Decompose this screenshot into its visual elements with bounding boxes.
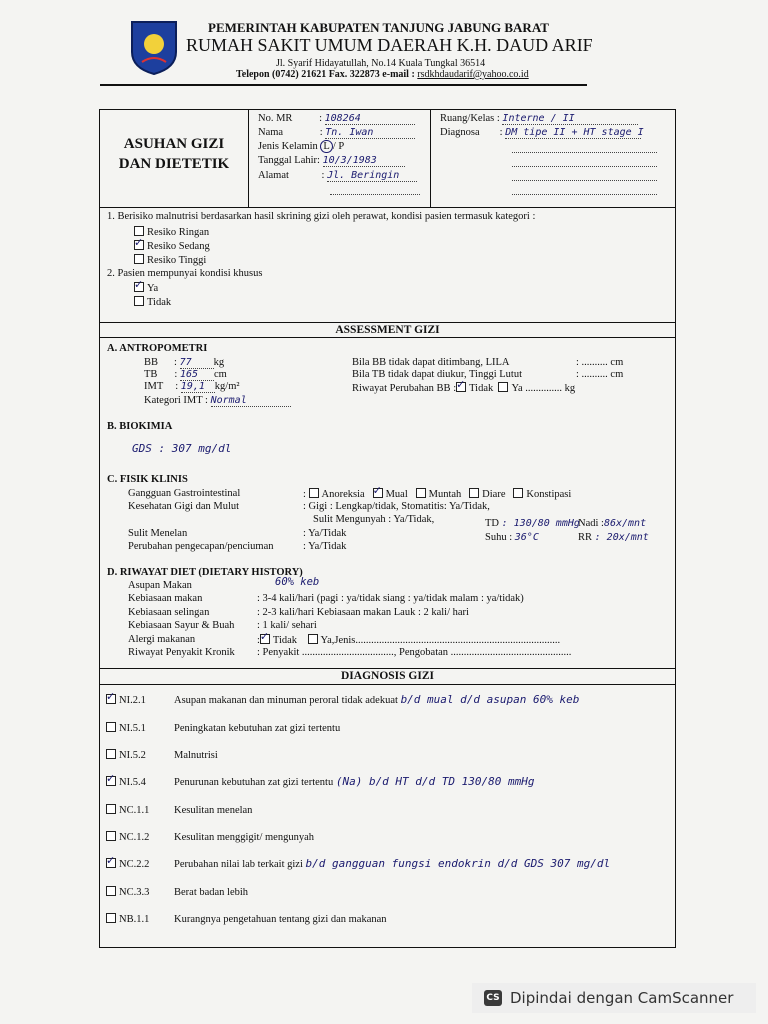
- camscanner-logo-icon: CS: [484, 990, 502, 1006]
- hospital-name: RUMAH SAKIT UMUM DAERAH K.H. DAUD ARIF: [186, 35, 593, 55]
- opt-ya[interactable]: [134, 282, 158, 294]
- form-title-line2: DAN DIETETIK: [118, 156, 230, 172]
- diagnosa-row: Diagnosa : DM tipe II + HT stage I: [440, 127, 644, 138]
- tb-row: TB : 165 cm: [144, 369, 227, 380]
- nadi-label: Nadi :: [578, 518, 604, 529]
- tl-label: Bila TB tidak dapat diukur, Tinggi Lutut: [352, 369, 523, 380]
- checkbox[interactable]: [469, 488, 479, 498]
- checkbox[interactable]: [134, 254, 144, 264]
- rr-label: RR: [578, 532, 593, 543]
- diagnosa-value[interactable]: DM tipe II + HT stage I: [505, 127, 644, 138]
- nama-value[interactable]: Tn. Iwan: [325, 127, 415, 139]
- checkbox[interactable]: [308, 634, 318, 644]
- assessment-title: ASSESSMENT GIZI: [335, 324, 440, 336]
- gigi-label: Kesehatan Gigi dan Mulut: [128, 501, 240, 512]
- opt-label: Resiko Ringan: [147, 227, 210, 238]
- bb-row: BB : 77 kg: [144, 357, 225, 368]
- diag-text: Kurangnya pengetahuan tentang gizi dan makanan: [174, 914, 387, 925]
- suhu-row: [485, 532, 539, 543]
- jk-p-option[interactable]: / P: [332, 141, 345, 152]
- alamat-label: Alamat: [258, 170, 289, 181]
- lila-row: [352, 357, 509, 368]
- jk-row: [258, 141, 344, 152]
- jk-label: Jenis Kelamin: [258, 141, 318, 152]
- opt-diare: Diare: [482, 489, 506, 500]
- checkbox[interactable]: [134, 226, 144, 236]
- bb-label: BB: [144, 357, 159, 368]
- checkbox[interactable]: [134, 240, 144, 250]
- opt-label: Ya: [147, 283, 159, 294]
- tl-unit[interactable]: : .......... cm: [576, 369, 624, 380]
- screening-q1: 1. Berisiko malnutrisi berdasarkan hasil skrining gizi oleh perawat, kondisi pasien termasuk kategori :: [107, 211, 536, 222]
- selingan-label: Kebiasaan selingan: [128, 607, 210, 618]
- imt-value[interactable]: 19,1: [181, 381, 215, 393]
- alergi-tidak: Tidak: [272, 635, 298, 646]
- opt-resiko-tinggi[interactable]: [134, 254, 206, 266]
- diag-code: NC.2.2: [119, 859, 150, 870]
- section-a-title: A. ANTROPOMETRI: [107, 343, 208, 354]
- checkbox[interactable]: [134, 282, 144, 292]
- diag-code: NC.1.2: [119, 832, 150, 843]
- diagnosis-item[interactable]: [106, 803, 252, 816]
- nama-row: Nama : Tn. Iwan: [258, 127, 415, 139]
- bb-value[interactable]: 77: [180, 357, 214, 369]
- diagnosis-item[interactable]: [106, 721, 340, 734]
- opt-mual: Mual: [385, 489, 408, 500]
- diagnosis-item[interactable]: [106, 857, 610, 870]
- kat-label: Kategori IMT :: [144, 395, 208, 406]
- alamat-value[interactable]: Jl. Beringin: [327, 170, 417, 182]
- sayur-value[interactable]: : 1 kali/ sehari: [257, 620, 317, 631]
- checkbox[interactable]: [106, 749, 116, 759]
- checkbox[interactable]: [106, 722, 116, 732]
- riwayat-bb-row: [352, 382, 575, 394]
- diagnosis-item[interactable]: [106, 830, 314, 843]
- diag-code: NI.5.2: [119, 750, 146, 761]
- td-label: TD: [485, 518, 499, 529]
- diag-code: NI.2.1: [119, 695, 146, 706]
- bb-unit: kg: [213, 357, 225, 368]
- checkbox[interactable]: [106, 804, 116, 814]
- hospital-contact: [236, 69, 529, 80]
- checkbox[interactable]: [260, 634, 270, 644]
- alamat-row: Alamat : Jl. Beringin: [258, 170, 417, 182]
- checkbox[interactable]: [106, 776, 116, 786]
- pengecapan-value[interactable]: : Ya/Tidak: [303, 541, 347, 552]
- kronik-label: Riwayat Penyakit Kronik: [128, 647, 235, 658]
- menelan-value[interactable]: : Ya/Tidak: [303, 528, 347, 539]
- mr-row: No. MR : 108264: [258, 113, 415, 125]
- suhu-label: Suhu :: [485, 532, 513, 543]
- diag-text: Asupan makanan dan minuman peroral tidak adekuat: [174, 695, 398, 706]
- gigi-text[interactable]: : Gigi : Lengkap/tidak, Stomatitis: Ya/Tidak,: [303, 501, 490, 512]
- diagnosis-title: DIAGNOSIS GIZI: [341, 670, 434, 682]
- kat-value[interactable]: Normal: [211, 395, 291, 407]
- diag-text: Perubahan nilai lab terkait gizi: [174, 859, 303, 870]
- opt-anoreksia: Anoreksia: [321, 489, 365, 500]
- kronik-value[interactable]: : Penyakit ..................................., Pengobatan ..............................................: [257, 647, 572, 658]
- ruang-row: Ruang/Kelas : Interne / II: [440, 113, 638, 125]
- mr-value[interactable]: 108264: [325, 113, 415, 125]
- checkbox[interactable]: [513, 488, 523, 498]
- opt-label: Resiko Tinggi: [147, 255, 207, 266]
- diagnosis-item[interactable]: [106, 885, 248, 898]
- kebiasaan-value[interactable]: : 3-4 kali/hari (pagi : ya/tidak siang : ya/tidak malam : ya/tidak): [257, 593, 524, 604]
- riwayat-tidak: Tidak: [469, 383, 494, 394]
- diag-note[interactable]: b/d mual d/d asupan 60% keb: [400, 693, 580, 706]
- ruang-label: Ruang/Kelas: [440, 113, 495, 124]
- diag-code: NC.3.3: [119, 887, 150, 898]
- diagnosis-item[interactable]: [106, 912, 387, 925]
- lila-unit[interactable]: : .......... cm: [576, 357, 624, 368]
- diag-text: Kesulitan menggigit/ mengunyah: [174, 832, 314, 843]
- menelan-label: Sulit Menelan: [128, 528, 188, 539]
- opt-resiko-ringan[interactable]: [134, 226, 209, 238]
- riwayat-ya: Ya .............. kg: [511, 383, 576, 394]
- diag-text: Peningkatan kebutuhan zat gizi tertentu: [174, 723, 341, 734]
- checkbox[interactable]: [106, 858, 116, 868]
- checkbox[interactable]: [106, 913, 116, 923]
- diagnosa-label: Diagnosa: [440, 127, 480, 138]
- tgl-label: Tanggal Lahir: [258, 155, 318, 166]
- diag-code: NC.1.1: [119, 805, 150, 816]
- email-link[interactable]: rsdkhdaudarif@yahoo.co.id: [417, 69, 529, 80]
- selingan-value[interactable]: : 2-3 kali/hari Kebiasaan makan Lauk : 2 kali/ hari: [257, 607, 469, 618]
- section-c-title: C. FISIK KLINIS: [107, 474, 188, 485]
- hospital-address: Jl. Syarif Hidayatullah, No.14 Kuala Tungkal 36514: [276, 58, 486, 69]
- sayur-label: Kebiasaan Sayur & Buah: [128, 620, 235, 631]
- lila-label: Bila BB tidak dapat ditimbang, LILA: [352, 357, 510, 368]
- checkbox[interactable]: [498, 382, 508, 392]
- opt-label: Resiko Sedang: [147, 241, 210, 252]
- tb-label: TB: [144, 369, 158, 380]
- contact-text: Telepon (0742) 21621 Fax. 322873 e-mail :: [236, 69, 418, 80]
- opt-tidak[interactable]: [134, 296, 171, 308]
- diagnosis-item[interactable]: [106, 775, 535, 788]
- pengecapan-label: Perubahan pengecapan/penciuman: [128, 541, 274, 552]
- checkbox[interactable]: [309, 488, 319, 498]
- diag-text: Kesulitan menelan: [174, 805, 253, 816]
- diag-text: Berat badan lebih: [174, 887, 249, 898]
- checkbox[interactable]: [373, 488, 383, 498]
- imt-label: IMT: [144, 381, 164, 392]
- tb-value[interactable]: 165: [180, 369, 214, 381]
- nadi-row: [578, 518, 646, 529]
- imt-row: IMT : 19,1 kg/m²: [144, 381, 240, 392]
- tb-unit: cm: [213, 369, 227, 380]
- nadi-value[interactable]: 86x/mnt: [603, 518, 647, 529]
- nama-label: Nama: [258, 127, 284, 138]
- tgl-row: Tanggal Lahir: 10/3/1983: [258, 155, 405, 167]
- gastro-options: : Anoreksia ✓ Mual Muntah Diare Konstipasi: [303, 488, 571, 500]
- checkbox[interactable]: [416, 488, 426, 498]
- asupan-value[interactable]: 60% keb: [275, 576, 320, 588]
- checkbox[interactable]: [456, 382, 466, 392]
- rr-row: [578, 532, 649, 543]
- section-b-title: B. BIOKIMIA: [107, 421, 173, 432]
- diag-code: NB.1.1: [119, 914, 150, 925]
- diag-note[interactable]: (Na) b/d HT d/d TD 130/80 mmHg: [335, 775, 535, 788]
- diagnosis-item[interactable]: [106, 693, 579, 706]
- checkbox[interactable]: [134, 296, 144, 306]
- opt-label: Tidak: [147, 297, 172, 308]
- ruang-value[interactable]: Interne / II: [502, 113, 638, 125]
- sulit-mengunyah[interactable]: Sulit Mengunyah : Ya/Tidak,: [313, 514, 435, 525]
- diagnosis-item[interactable]: [106, 748, 218, 761]
- td-row: [485, 518, 580, 529]
- suhu-value[interactable]: 36°C: [514, 532, 539, 543]
- imt-unit: kg/m²: [214, 381, 240, 392]
- asupan-label: Asupan Makan: [128, 580, 192, 591]
- alergi-label: Alergi makanan: [128, 634, 196, 645]
- alergi-ya: Ya,Jenis..............................................................................: [320, 635, 561, 646]
- form-title: [100, 134, 248, 174]
- alergi-options: :✓ Tidak Ya,Jenis..............................................................................: [257, 634, 560, 646]
- opt-konstipasi: Konstipasi: [526, 489, 572, 500]
- jk-l-option[interactable]: L: [320, 140, 332, 153]
- kebiasaan-label: Kebiasaan makan: [128, 593, 203, 604]
- gds-value[interactable]: GDS : 307 mg/dl: [132, 442, 232, 455]
- checkbox[interactable]: [106, 694, 116, 704]
- diag-text: Penurunan kebutuhan zat gizi tertentu: [174, 777, 334, 788]
- mr-label: No. MR: [258, 113, 293, 124]
- diag-code: NI.5.4: [119, 777, 146, 788]
- watermark-text: Dipindai dengan CamScanner: [510, 989, 734, 1007]
- diag-note[interactable]: b/d gangguan fungsi endokrin d/d GDS 307 mg/dl: [305, 857, 611, 870]
- rr-value[interactable]: : 20x/mnt: [594, 532, 649, 543]
- diag-text: Malnutrisi: [174, 750, 218, 761]
- camscanner-watermark: [472, 983, 756, 1013]
- gov-name: PEMERINTAH KABUPATEN TANJUNG JABUNG BARAT: [208, 20, 549, 35]
- checkbox[interactable]: [106, 831, 116, 841]
- opt-muntah: Muntah: [428, 489, 462, 500]
- diag-code: NI.5.1: [119, 723, 146, 734]
- tl-row: [352, 369, 522, 380]
- checkbox[interactable]: [106, 886, 116, 896]
- td-value[interactable]: : 130/80 mmHg: [501, 518, 580, 529]
- opt-resiko-sedang[interactable]: [134, 240, 210, 252]
- kat-imt-row: [144, 395, 291, 407]
- form-title-line1: ASUHAN GIZI: [123, 136, 225, 152]
- gastro-label: Gangguan Gastrointestinal: [128, 488, 241, 499]
- section-d-title: D. RIWAYAT DIET (DIETARY HISTORY): [107, 567, 303, 578]
- hospital-logo: [128, 18, 180, 76]
- tgl-value[interactable]: 10/3/1983: [323, 155, 405, 167]
- screening-q2: 2. Pasien mempunyai kondisi khusus: [107, 268, 263, 279]
- riwayat-bb-label: Riwayat Perubahan BB :: [352, 383, 457, 394]
